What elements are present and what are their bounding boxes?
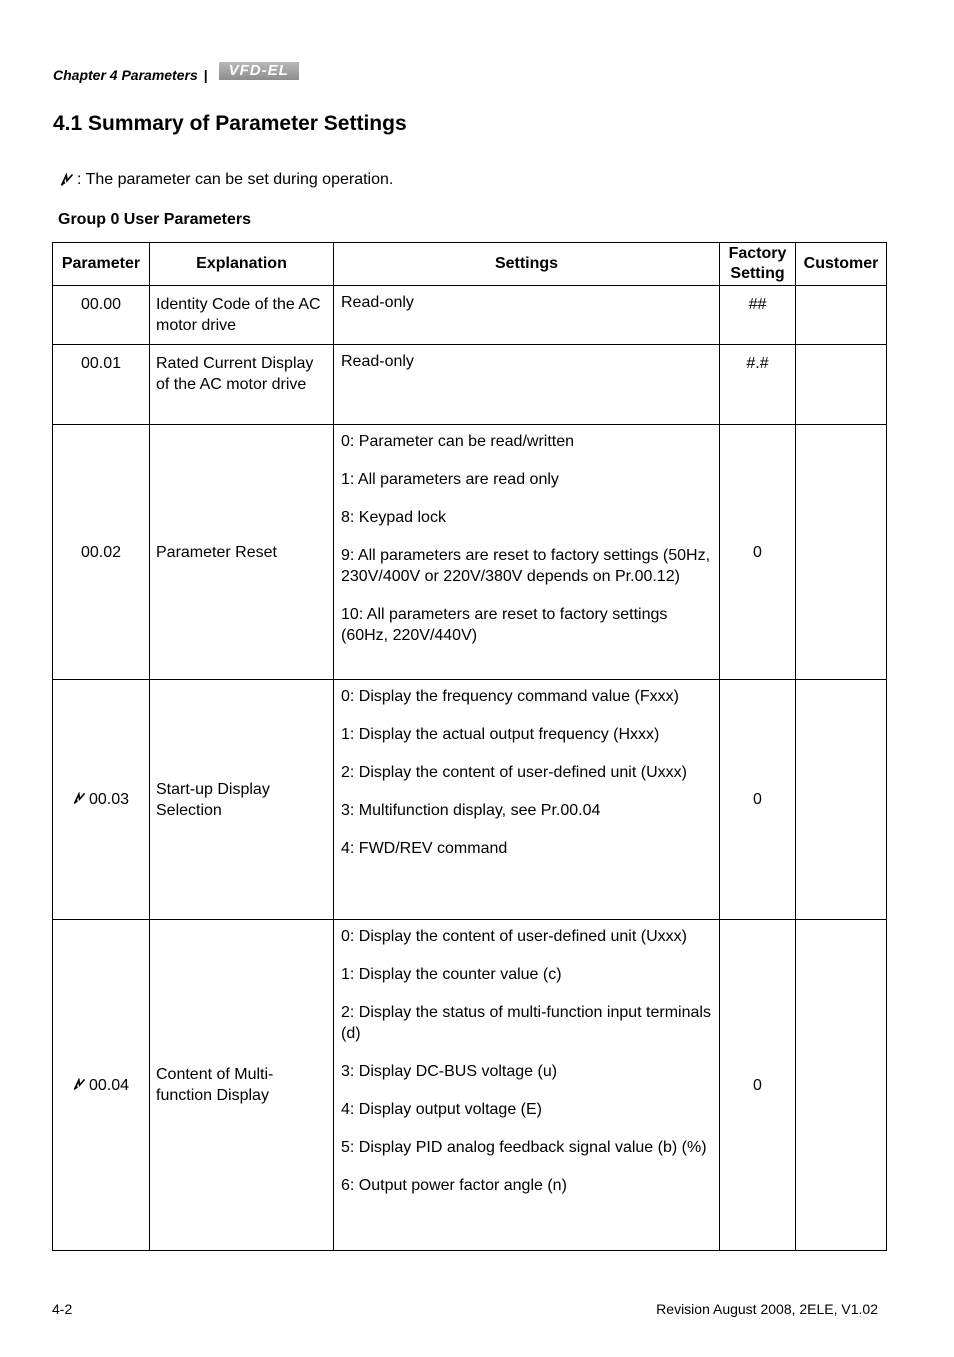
setting-item: 8: Keypad lock — [341, 509, 446, 526]
setting-item: 3: Multifunction display, see Pr.00.04 — [341, 802, 601, 819]
operation-settable-icon — [73, 792, 86, 805]
param-settings — [334, 286, 720, 345]
header-factory-line1: Factory — [728, 245, 787, 262]
customer-setting — [796, 425, 887, 680]
setting-item: 1: Display the actual output frequency (Hxxx) — [341, 726, 660, 743]
header-settings: Settings — [334, 243, 720, 286]
customer-setting — [796, 680, 887, 920]
setting-item: 6: Output power factor angle (n) — [341, 1177, 567, 1194]
param-code-cell — [53, 680, 150, 920]
group-title: Group 0 User Parameters — [58, 211, 251, 228]
parameter-table — [52, 242, 887, 1251]
header-factory-setting — [720, 243, 796, 286]
customer-setting — [796, 345, 887, 425]
param-code: 00.00 — [53, 286, 150, 345]
param-code-cell — [53, 920, 150, 1251]
setting-item: Read-only — [341, 294, 414, 311]
param-code: 00.02 — [53, 425, 150, 680]
setting-item: 2: Display the content of user-defined unit (Uxxx) — [341, 764, 687, 781]
setting-item: 1: Display the counter value (c) — [341, 966, 562, 983]
header-separator: | — [203, 67, 208, 83]
param-settings — [334, 920, 720, 1251]
header-explanation: Explanation — [150, 243, 334, 286]
setting-item: 3: Display DC-BUS voltage (u) — [341, 1063, 558, 1080]
setting-item: 5: Display PID analog feedback signal value (b) (%) — [341, 1139, 707, 1156]
param-settings — [334, 345, 720, 425]
setting-item: 0: Display the content of user-defined unit (Uxxx) — [341, 928, 687, 945]
header-parameter: Parameter — [53, 243, 150, 286]
page-header — [53, 62, 299, 84]
factory-setting: ## — [720, 286, 796, 345]
customer-setting — [796, 286, 887, 345]
param-code: 00.04 — [88, 1076, 130, 1094]
chapter-label: Chapter 4 Parameters — [53, 67, 198, 83]
vfd-el-logo: VFD-EL — [219, 62, 299, 80]
table-row — [53, 345, 887, 425]
param-code: 00.03 — [88, 791, 130, 808]
factory-setting: 0 — [720, 680, 796, 920]
legend-text: : The parameter can be set during operation. — [77, 171, 394, 188]
param-code: 00.01 — [53, 345, 150, 425]
table-row — [53, 425, 887, 680]
customer-setting — [796, 920, 887, 1251]
setting-item: 0: Display the frequency command value (Fxxx) — [341, 688, 679, 705]
legend-note — [60, 171, 393, 189]
param-explanation: Start-up Display Selection — [150, 680, 334, 920]
param-settings — [334, 680, 720, 920]
table-header-row — [53, 243, 887, 286]
setting-item: 4: FWD/REV command — [341, 840, 508, 857]
setting-item: 4: Display output voltage (E) — [341, 1101, 542, 1118]
param-explanation: Rated Current Display of the AC motor drive — [150, 345, 334, 425]
factory-setting: #.# — [720, 345, 796, 425]
factory-setting: 0 — [720, 920, 796, 1251]
operation-settable-icon — [60, 173, 74, 187]
setting-item: 1: All parameters are read only — [341, 471, 559, 488]
param-explanation: Content of Multi-function Display — [150, 920, 334, 1251]
header-factory-line2: Setting — [730, 265, 785, 282]
operation-settable-icon — [73, 1078, 86, 1091]
revision-info: Revision August 2008, 2ELE, V1.02 — [656, 1301, 878, 1317]
param-explanation: Identity Code of the AC motor drive — [150, 286, 334, 345]
setting-item: 9: All parameters are reset to factory settings (50Hz, 230V/400V or 220V/380V depends on Pr.00.12) — [341, 547, 711, 585]
setting-item: 10: All parameters are reset to factory settings (60Hz, 220V/440V) — [341, 606, 668, 644]
param-settings — [334, 425, 720, 680]
setting-item: 2: Display the status of multi-function input terminals (d) — [341, 1004, 711, 1042]
setting-item: 0: Parameter can be read/written — [341, 433, 575, 450]
table-row — [53, 680, 887, 920]
table-row — [53, 286, 887, 345]
setting-item: Read-only — [341, 353, 414, 370]
page-number: 4-2 — [52, 1301, 73, 1317]
factory-setting: 0 — [720, 425, 796, 680]
section-title: 4.1 Summary of Parameter Settings — [53, 112, 407, 135]
param-explanation: Parameter Reset — [150, 425, 334, 680]
header-customer: Customer — [796, 243, 887, 286]
table-row — [53, 920, 887, 1251]
